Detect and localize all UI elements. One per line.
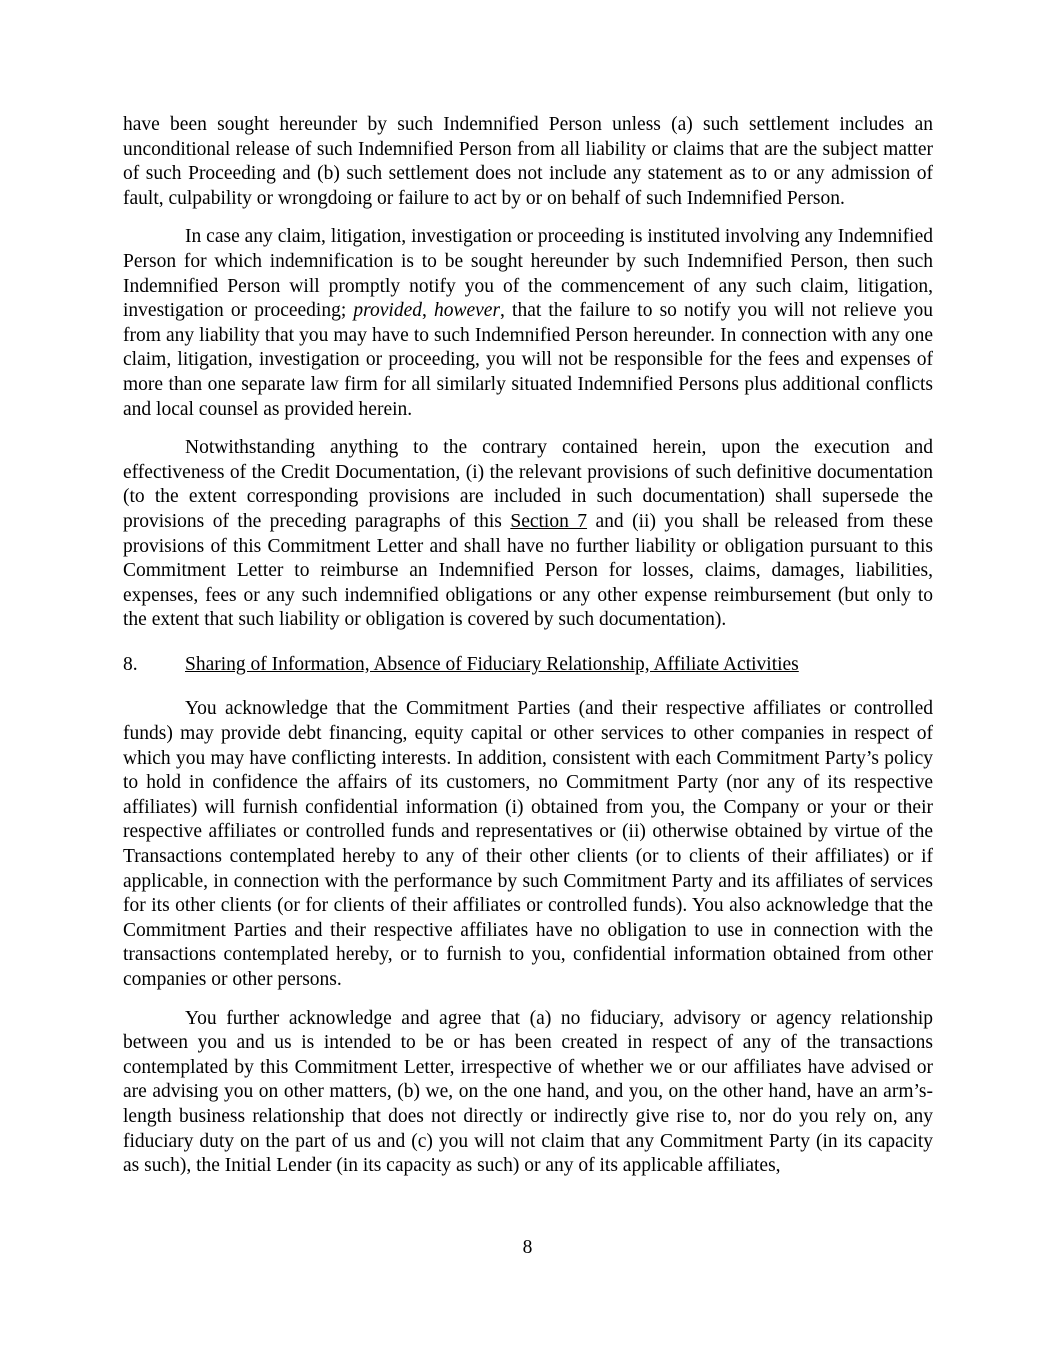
text-run: and (ii) you shall be released from these provisions of this Commitment Letter and shall have no further liability or obligation pursuant to this Commitment Letter to reimburse an Indemnified Person for losses, claims, damages, liabilities, expenses, fees or any such indemnified obligations or any other expense reimbursement (but only to the extent that such liability or obligation is covered by such documentation). <box>123 510 933 631</box>
section-heading <box>123 653 933 678</box>
text-run: In case any claim, litigation, investigation or proceeding is instituted involving any Indemnified Person for which indemnification is to be sought hereunder by such Indemnified Person, then such Indemnified Person will promptly notify you of the commencement of any such claim, litigation, investigation or proceeding; <box>123 226 933 322</box>
paragraph <box>123 436 933 633</box>
page-number: 8 <box>522 1237 533 1258</box>
paragraph <box>123 225 933 422</box>
text-run: You acknowledge that the Commitment Parties (and their respective affiliates or controlled funds) may provide debt financing, equity capital or other services to other companies in respect of which you may have conflicting interests. In addition, consistent with each Commitment Party’s policy to hold in confidence the affairs of its customers, no Commitment Party (nor any of its respective affiliates) will furnish confidential information (i) obtained from you, the Company or your or their respective affiliates or controlled funds and representatives or (ii) otherwise obtained by virtue of the Transactions contemplated hereby to any of their other clients (or to clients of their affiliates) or if applicable, in connection with the performance by such Commitment Party and its affiliates of services for its other clients (or for clients of their affiliates or controlled funds). You also acknowledge that the Commitment Parties and their respective affiliates have no obligation to use in connection with the transactions contemplated hereby, or to furnish to you, confidential information obtained from other companies or other persons. <box>123 698 933 990</box>
document-body <box>123 113 933 1193</box>
text-run-underline: Section 7 <box>510 510 588 532</box>
text-run: Notwithstanding anything to the contrary contained herein, upon the execution and effectiveness of the Credit Documentation, (i) the relevant provisions of such definitive documentation (to the extent corresponding provisions are included in such documentation) shall supersede the provisions of the preceding paragraphs of this <box>123 437 933 532</box>
text-run: have been sought hereunder by such Indemnified Person unless (a) such settlement includes an unconditional release of such Indemnified Person from all liability or claims that are the subject matter of such Proceeding and (b) such settlement does not include any statement as to or any admission of fault, culpability or wrongdoing or failure to act by or on behalf of such Indemnified Person. <box>123 114 933 209</box>
text-run-italic: provided <box>353 300 422 322</box>
text-run-italic: however <box>433 300 501 322</box>
section-number: 8. <box>123 653 138 675</box>
text-run: , <box>421 300 434 322</box>
section-title: Sharing of Information, Absence of Fiduciary Relationship, Affiliate Activities <box>185 653 799 675</box>
text-run: You further acknowledge and agree that (a) no fiduciary, advisory or agency relationship between you and us is intended to be or has been created in respect of any of the transactions contemplated by this Commitment Letter, irrespective of whether we or our affiliates have advised or are advising you on other matters, (b) we, on the one hand, and you, on the other hand, have an arm’s-length business relationship that does not directly or indirectly give rise to, nor do you rely on, any fiduciary duty on the part of us and (c) you will not claim that any Commitment Party (in its capacity as such), the Initial Lender (in its capacity as such) or any of its applicable affiliates, <box>123 1007 933 1177</box>
paragraph <box>123 113 933 211</box>
text-run: , that the failure to so notify you will not relieve you from any liability that you may have to such Indemnified Person hereunder. In connection with any one claim, litigation, investigation or proceeding, you will not be responsible for the fees and expenses of more than one separate law firm for all similarly situated Indemnified Persons plus additional conflicts and local counsel as provided herein. <box>123 300 933 420</box>
paragraph <box>123 1007 933 1179</box>
paragraph <box>123 697 933 992</box>
